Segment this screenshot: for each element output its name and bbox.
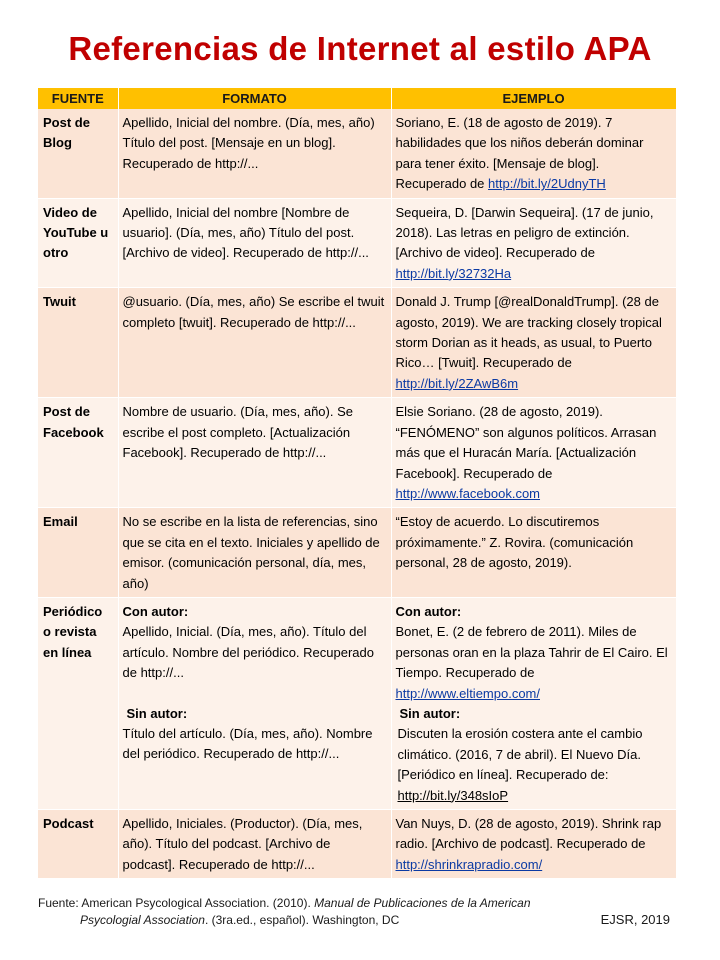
source-cell: Video de YouTube u otro [38, 198, 118, 288]
table-row [38, 398, 676, 508]
example-link[interactable]: http://www.facebook.com [395, 485, 541, 501]
example-author-label: Con autor: [395, 603, 462, 619]
example-noauthor-body: Discuten la erosión costera ante el cambio climático. (2016, 7 de abril). El Nuevo Día. [Periódico en línea]. Recuperado de: [397, 726, 643, 783]
example-noauthor-link[interactable]: http://bit.ly/348sIoP [397, 787, 509, 803]
example-text: “Estoy de acuerdo. Lo discutiremos próximamente.” Z. Rovira. (comunicación personal, 28 de agosto, 2019). [395, 514, 634, 571]
table-row [38, 198, 676, 288]
example-cell [391, 288, 676, 398]
example-cell [391, 810, 676, 879]
format-noauthor-label: Sin autor: [126, 705, 188, 721]
source-cell: Twuit [38, 288, 118, 398]
example-cell [391, 198, 676, 288]
table-row [38, 597, 676, 809]
footer-title-1: Manual de Publicaciones de la American [314, 896, 531, 910]
header-ejemplo: EJEMPLO [391, 88, 676, 109]
format-cell: Nombre de usuario. (Día, mes, año). Se escribe el post completo. [Actualización Facebook]. Recuperado de http://... [118, 398, 391, 508]
source-cell: Podcast [38, 810, 118, 879]
example-author-text: Bonet, E. (2 de febrero de 2011). Miles de personas oran en la plaza Tahrir de El Cairo. El Tiempo. Recuperado de [395, 624, 668, 681]
example-noauthor-label: Sin autor: [399, 705, 461, 721]
format-cell [118, 597, 391, 809]
format-cell: Apellido, Iniciales. (Productor). (Día, mes, año). Título del podcast. [Archivo de podcast]. Recuperado de http://... [118, 810, 391, 879]
example-cell [391, 597, 676, 809]
source-cell: Email [38, 508, 118, 598]
source-cell: Post de Blog [38, 109, 118, 198]
format-cell: Apellido, Inicial del nombre [Nombre de usuario]. (Día, mes, año) Título del post. [Archivo de video]. Recuperado de http://... [118, 198, 391, 288]
example-cell [391, 398, 676, 508]
page-title: Referencias de Internet al estilo APA [68, 30, 652, 67]
example-text: Elsie Soriano. (28 de agosto, 2019). “FENÓMENO” son algunos políticos. Arrasan más que el Huracán María. [Actualización Facebook]. Recuperado de [395, 404, 657, 481]
format-cell: No se escribe en la lista de referencias, sino que se cita en el texto. Iniciales y apellido de emisor. (comunicación personal, día, mes, año) [118, 508, 391, 598]
example-author-link[interactable]: http://www.eltiempo.com/ [395, 685, 540, 701]
format-noauthor-text: Título del artículo. (Día, mes, año). Nombre del periódico. Recuperado de http://... [122, 725, 373, 762]
footer-title-2: Psycologial Association [80, 913, 205, 927]
example-link[interactable]: http://shrinkrapradio.com/ [395, 856, 543, 872]
example-link[interactable]: http://bit.ly/2ZAwB6m [395, 375, 519, 391]
format-author-text: Apellido, Inicial. (Día, mes, año). Título del artículo. Nombre del periódico. Recuperado de http://... [122, 624, 374, 681]
example-text: Sequeira, D. [Darwin Sequeira]. (17 de junio, 2018). Las letras en peligro de extinción. [Archivo de video]. Recuperado de [395, 204, 654, 261]
example-link[interactable]: http://bit.ly/2UdnyTH [488, 176, 606, 192]
example-cell [391, 508, 676, 598]
example-text: Soriano, E. (18 de agosto de 2019). 7 habilidades que los niños deberán dominar para tener éxito. [Mensaje de blog]. Recuperado de [395, 115, 644, 192]
example-noauthor-text [396, 724, 672, 806]
example-text: Donald J. Trump [@realDonaldTrump]. (28 de agosto, 2019). We are tracking closely tropical storm Dorian as it heads, as usual, to Puerto Rico… [Twuit]. Recuperado de [395, 294, 662, 371]
table-row [38, 109, 676, 198]
example-text: Van Nuys, D. (28 de agosto, 2019). Shrink rap radio. [Archivo de podcast]. Recuperado de [395, 816, 662, 852]
references-table [38, 88, 677, 879]
footer-credit: EJSR, 2019 [600, 912, 670, 927]
table-header-row [38, 88, 676, 109]
header-fuente: FUENTE [38, 88, 118, 109]
example-cell [391, 109, 676, 198]
footer-source [38, 895, 531, 929]
source-cell: Post de Facebook [38, 398, 118, 508]
footer-prefix: Fuente: American Psycological Association. (2010). [38, 896, 315, 910]
source-cell: Periódico o revista en línea [38, 597, 118, 809]
footer-suffix: . (3ra.ed., español). Washington, DC [204, 913, 400, 927]
table-row [38, 288, 676, 398]
table-row [38, 508, 676, 598]
format-cell: @usuario. (Día, mes, año) Se escribe el twuit completo [twuit]. Recuperado de http://... [118, 288, 391, 398]
header-formato: FORMATO [118, 88, 391, 109]
example-link[interactable]: http://bit.ly/32732Ha [395, 265, 512, 281]
table-row [38, 810, 676, 879]
format-author-label: Con autor: [122, 603, 189, 619]
format-cell: Apellido, Inicial del nombre. (Día, mes, año) Título del post. [Mensaje en un blog]. Recuperado de http://... [118, 109, 391, 198]
